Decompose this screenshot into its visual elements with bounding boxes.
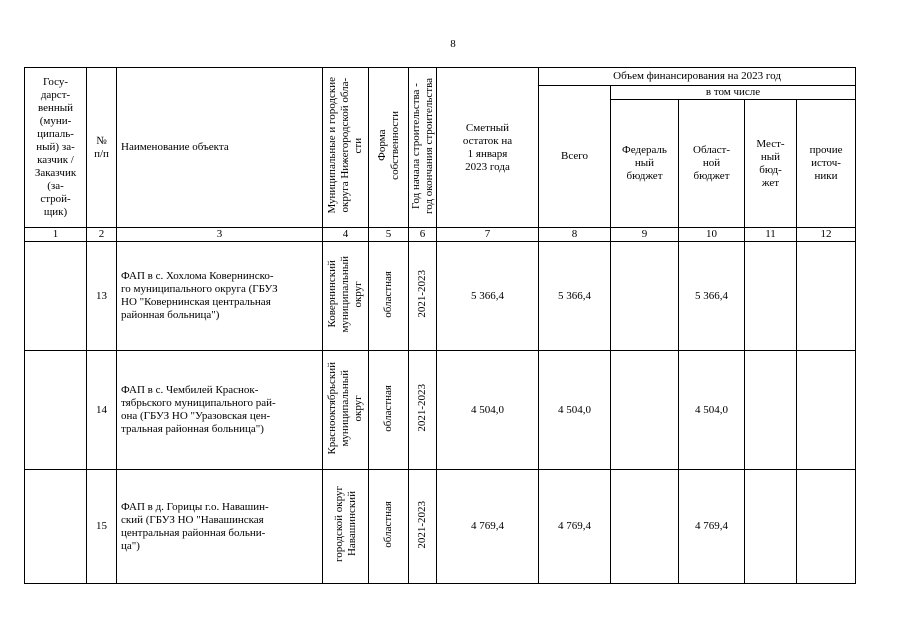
- page-number: 8: [450, 38, 456, 50]
- cell-federal: [611, 470, 679, 584]
- cell-years: 2021-2023: [409, 351, 437, 470]
- column-number: 3: [117, 228, 323, 242]
- cell-balance: 4 504,0: [437, 351, 539, 470]
- column-number: 11: [745, 228, 797, 242]
- cell-local: [745, 470, 797, 584]
- header-ownership: Форма собственности: [369, 68, 409, 228]
- cell-local: [745, 351, 797, 470]
- cell-name: ФАП в д. Горицы г.о. Навашин- ский (ГБУЗ НО "Навашинская центральная районная больни- ца"): [117, 470, 323, 584]
- header-years: Год начала строительства - год окончания строительства: [409, 68, 437, 228]
- column-number: 5: [369, 228, 409, 242]
- cell-balance: 4 769,4: [437, 470, 539, 584]
- header-num: № п/п: [87, 68, 117, 228]
- cell-num: 15: [87, 470, 117, 584]
- header-local: Мест- ный бюд- жет: [745, 100, 797, 228]
- header-customer: Госу- дарст- венный (муни- ципаль- ный) за- казчик / Заказчик (за- строй- щик): [25, 68, 87, 228]
- cell-years: 2021-2023: [409, 470, 437, 584]
- header-balance: Сметный остаток на 1 января 2023 года: [437, 68, 539, 228]
- header-name: Наименование объекта: [117, 68, 323, 228]
- cell-regional: 4 769,4: [679, 470, 745, 584]
- cell-ownership: областная: [369, 351, 409, 470]
- cell-local: [745, 242, 797, 351]
- cell-years: 2021-2023: [409, 242, 437, 351]
- header-municipality: Муниципальные и городские округа Нижегородской обла- сти: [323, 68, 369, 228]
- header-row-1: [25, 68, 856, 86]
- cell-municipality: Краснооктябрьский муниципальный округ: [323, 351, 369, 470]
- table-row: [25, 242, 856, 351]
- financing-table: [24, 67, 856, 584]
- column-number: 1: [25, 228, 87, 242]
- column-number: 12: [797, 228, 856, 242]
- header-total: Всего: [539, 86, 611, 228]
- cell-ownership: областная: [369, 242, 409, 351]
- header-financing: Объем финансирования на 2023 год: [539, 68, 856, 86]
- cell-regional: 5 366,4: [679, 242, 745, 351]
- table-row: [25, 351, 856, 470]
- cell-other: [797, 470, 856, 584]
- table-row: [25, 470, 856, 584]
- column-number: 6: [409, 228, 437, 242]
- cell-name: ФАП в с. Хохлома Ковернинско- го муниципального округа (ГБУЗ НО "Ковернинская центральная районная больница"): [117, 242, 323, 351]
- cell-municipality: Ковернинский муниципальный округ: [323, 242, 369, 351]
- header-regional: Област- ной бюджет: [679, 100, 745, 228]
- cell-regional: 4 504,0: [679, 351, 745, 470]
- column-number: 8: [539, 228, 611, 242]
- cell-other: [797, 242, 856, 351]
- cell-total: 5 366,4: [539, 242, 611, 351]
- column-number-row: [25, 228, 856, 242]
- cell-customer: [25, 242, 87, 351]
- header-including: в том числе: [611, 86, 856, 100]
- header-federal: Федераль ный бюджет: [611, 100, 679, 228]
- cell-name: ФАП в с. Чембилей Краснок- тябрьского муниципального рай- она (ГБУЗ НО "Уразовская цен- тральная районная больница"): [117, 351, 323, 470]
- column-number: 4: [323, 228, 369, 242]
- column-number: 10: [679, 228, 745, 242]
- cell-municipality: городской округ Навашинский: [323, 470, 369, 584]
- cell-balance: 5 366,4: [437, 242, 539, 351]
- cell-other: [797, 351, 856, 470]
- cell-customer: [25, 470, 87, 584]
- column-number: 9: [611, 228, 679, 242]
- header-other: прочие источ- ники: [797, 100, 856, 228]
- cell-num: 13: [87, 242, 117, 351]
- cell-customer: [25, 351, 87, 470]
- cell-federal: [611, 242, 679, 351]
- cell-federal: [611, 351, 679, 470]
- column-number: 7: [437, 228, 539, 242]
- cell-ownership: областная: [369, 470, 409, 584]
- cell-total: 4 504,0: [539, 351, 611, 470]
- cell-total: 4 769,4: [539, 470, 611, 584]
- cell-num: 14: [87, 351, 117, 470]
- column-number: 2: [87, 228, 117, 242]
